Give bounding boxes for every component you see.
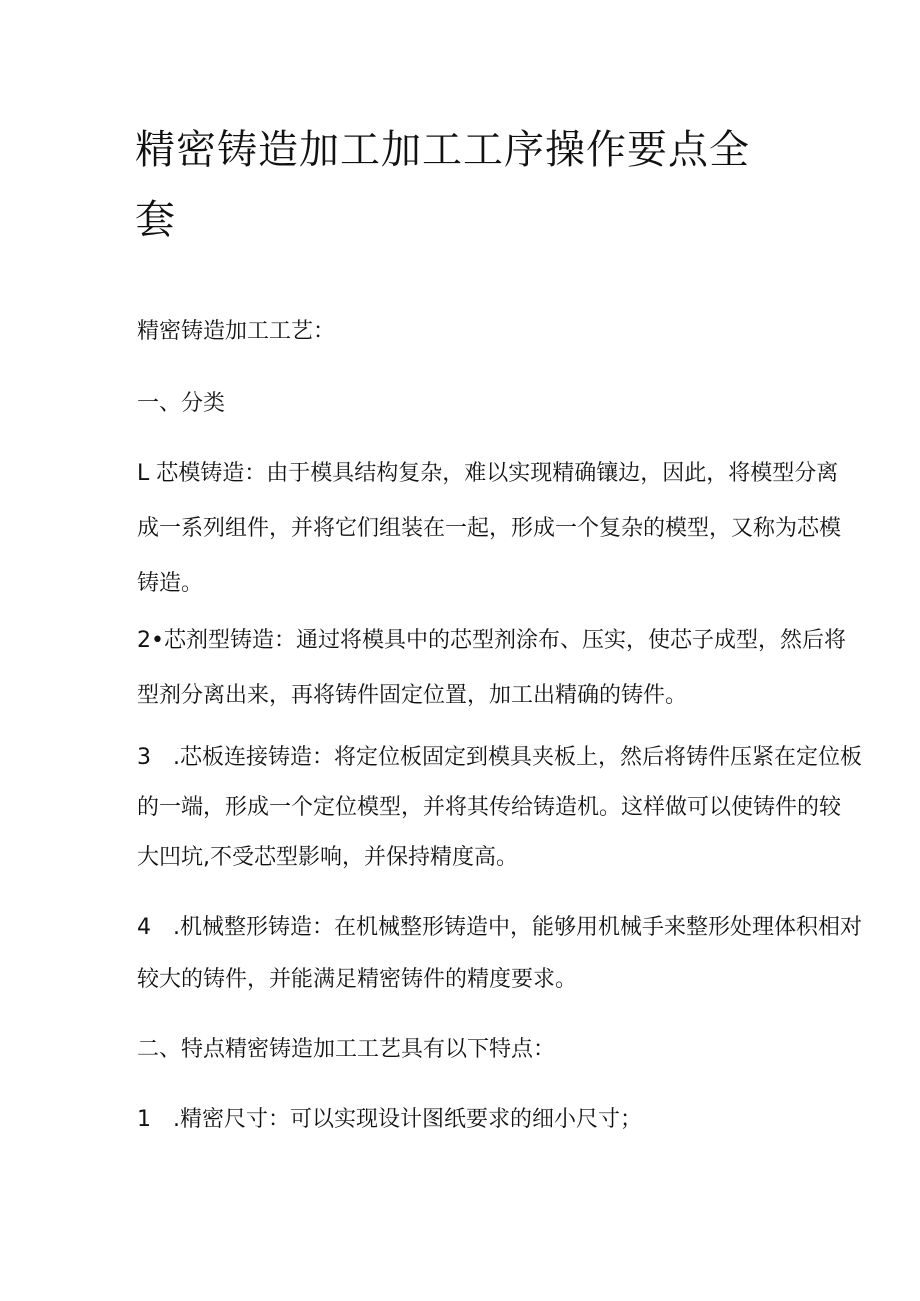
text-line: L 芯模铸造：由于模具结构复杂，难以实现精确镶边，因此，将模型分离 (137, 461, 839, 486)
title-line: 套 (135, 197, 176, 243)
paragraph-item-3 (137, 732, 862, 884)
text-line: 一、分类 (137, 391, 226, 416)
paragraph-item-1 (137, 448, 842, 607)
text-line: 2•芯剂型铸造：通过将模具中的芯型剂涂布、压实，使芯子成型，然后将 (137, 628, 846, 653)
text-line: 精密铸造加工工艺： (137, 319, 336, 344)
heading-features (137, 1024, 797, 1076)
text-line: 4 .机械整形铸造：在机械整形铸造中，能够用机械手来整形处理体积相对 (137, 915, 862, 940)
text-line: 成一系列组件，并将它们组装在一起，形成一个复杂的模型，又称为芯模 (137, 516, 842, 541)
paragraph-intro (137, 306, 797, 358)
text-line: 二、特点精密铸造加工工艺具有以下特点： (137, 1037, 556, 1062)
heading-classification (137, 378, 797, 430)
document-title (135, 115, 795, 255)
text-line: 的一端，形成一个定位模型，并将其传给铸造机。这样做可以使铸件的较 (137, 795, 842, 820)
paragraph-item-4 (137, 902, 862, 1006)
text-line: 1 .精密尺寸：可以实现设计图纸要求的细小尺寸； (137, 1107, 642, 1132)
text-line: 铸造。 (137, 571, 204, 596)
title-line: 精密铸造加工加工工序操作要点全 (135, 127, 750, 173)
text-line: 大凹坑,不受芯型影响，并保持精度高。 (137, 845, 518, 870)
paragraph-item-2 (137, 615, 846, 722)
paragraph-feature-1 (137, 1094, 797, 1146)
text-line: 较大的铸件，并能满足精密铸件的精度要求。 (137, 967, 578, 992)
text-line: 型剂分离出来，再将铸件固定位置，加工出精确的铸件。 (137, 683, 688, 708)
text-line: 3 .芯板连接铸造：将定位板固定到模具夹板上，然后将铸件压紧在定位板 (137, 745, 862, 770)
